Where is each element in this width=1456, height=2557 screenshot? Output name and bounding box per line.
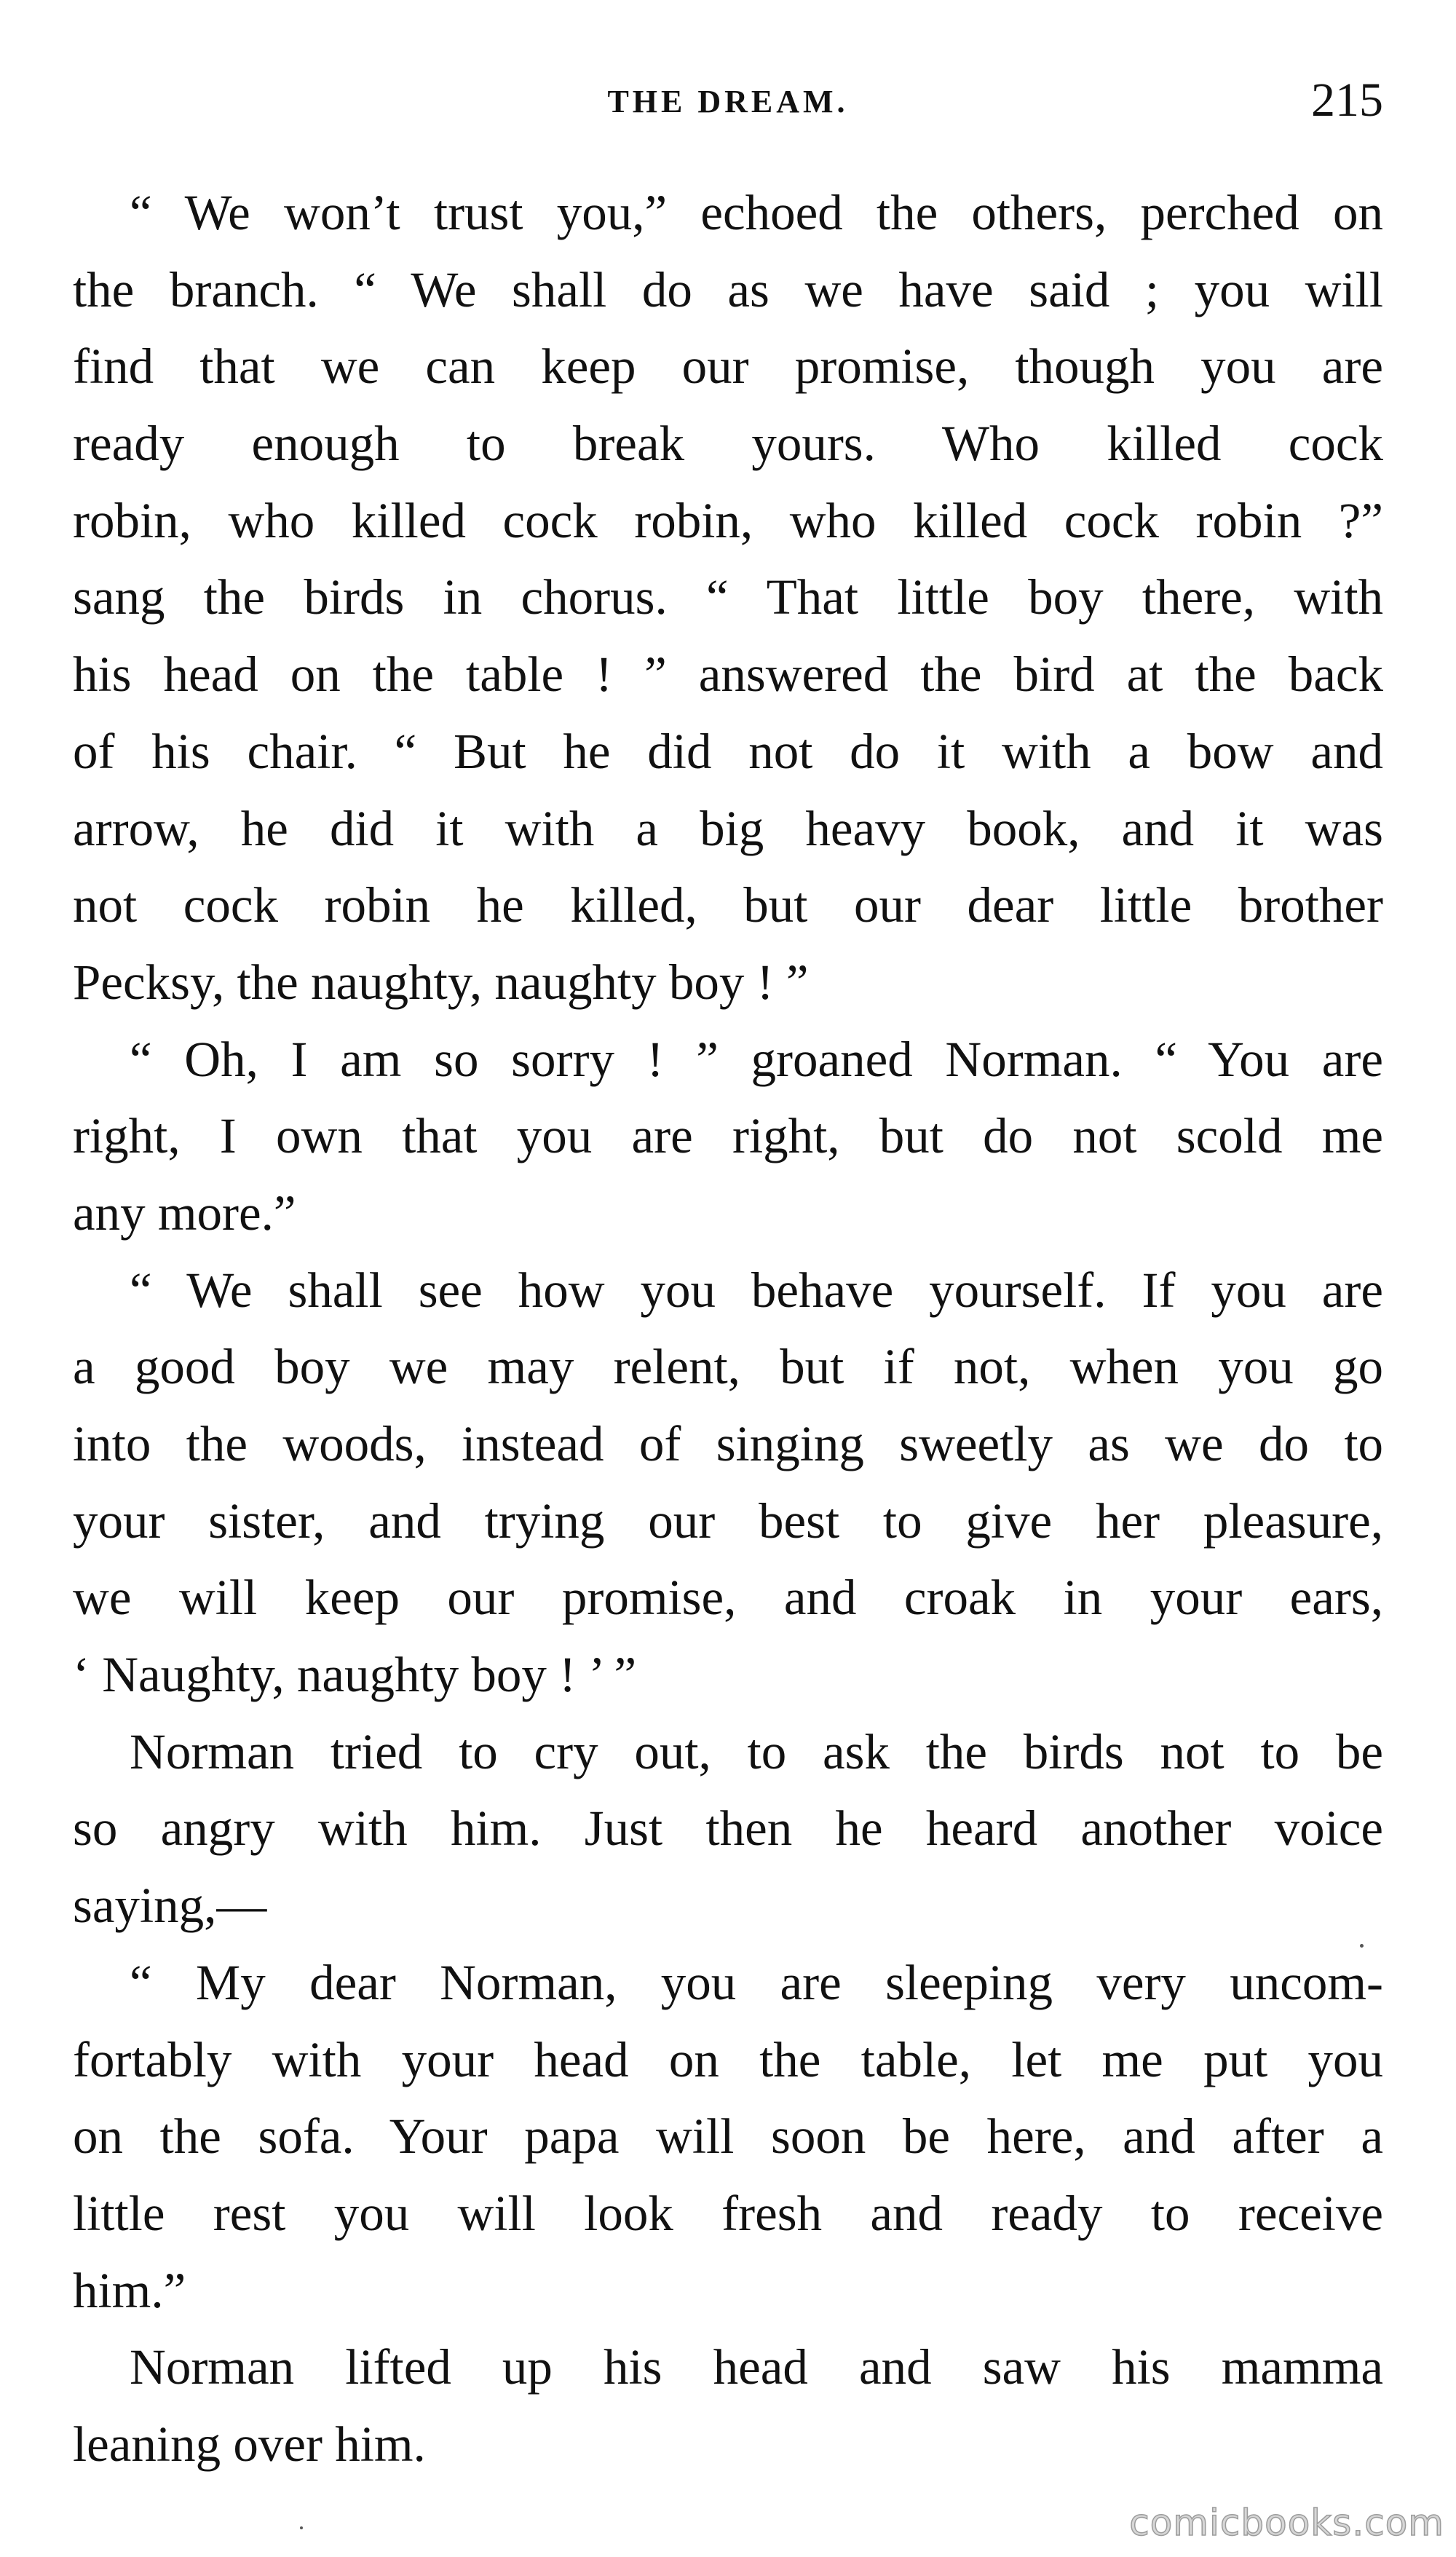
text-line: Pecksy, the naughty, naughty boy ! ”: [73, 954, 809, 1010]
text-line: “ We shall see how you behave yourself. If you are: [130, 1262, 1383, 1318]
text-line: “ Oh, I am so sorry ! ” groaned Norman. “ You are: [130, 1031, 1383, 1087]
text-line: find that we can keep our promise, though you are: [73, 339, 1383, 395]
text-line: arrow, he did it with a big heavy book, and it was: [73, 800, 1383, 856]
page-number: 215: [1311, 74, 1383, 127]
text-line: on the sofa. Your papa will soon be here, and after a: [73, 2109, 1383, 2165]
text-line: into the woods, instead of singing sweetly as we do to: [73, 1416, 1383, 1471]
text-line: leaning over him.: [73, 2416, 426, 2472]
text-line: ready enough to break yours. Who killed cock: [73, 416, 1383, 472]
text-line: his head on the table ! ” answered the bird at the back: [73, 647, 1383, 703]
text-line: little rest you will look fresh and ready to receive: [73, 2185, 1383, 2241]
text-line: Norman tried to cry out, to ask the birds not to be: [130, 1723, 1383, 1779]
watermark-logo: comicbooks.com: [1129, 2502, 1444, 2544]
text-line: a good boy we may relent, but if not, when you go: [73, 1339, 1383, 1395]
text-line: fortably with your head on the table, let me put you: [73, 2031, 1383, 2087]
text-line: sang the birds in chorus. “ That little boy there, with: [73, 569, 1383, 625]
text-line: robin, who killed cock robin, who killed cock robin ?”: [73, 492, 1383, 548]
text-line: right, I own that you are right, but do not scold me: [73, 1108, 1383, 1164]
text-line: the branch. “ We shall do as we have said ; you will: [73, 261, 1383, 317]
ink-speck: [1360, 1944, 1364, 1948]
ink-speck: [300, 2526, 303, 2529]
chapter-title: THE DREAM.: [607, 84, 849, 119]
running-head: [73, 73, 1383, 138]
text-line: so angry with him. Just then he heard another voice: [73, 1801, 1383, 1857]
text-line: ‘ Naughty, naughty boy ! ’ ”: [73, 1647, 637, 1703]
text-line: “ We won’t trust you,” echoed the others, perched on: [130, 185, 1383, 240]
text-line: Norman lifted up his head and saw his mamma: [130, 2339, 1383, 2395]
body-text: [73, 175, 1383, 2483]
text-line: saying,—: [73, 1878, 267, 1934]
text-line: of his chair. “ But he did not do it with a bow and: [73, 723, 1383, 779]
text-line: “ My dear Norman, you are sleeping very uncom-: [130, 1954, 1383, 2010]
text-line: any more.”: [73, 1185, 296, 1241]
text-line: your sister, and trying our best to give her pleasure,: [73, 1493, 1383, 1549]
text-line: not cock robin he killed, but our dear little brother: [73, 877, 1383, 933]
text-line: him.”: [73, 2262, 186, 2318]
text-line: we will keep our promise, and croak in your ears,: [73, 1570, 1383, 1626]
